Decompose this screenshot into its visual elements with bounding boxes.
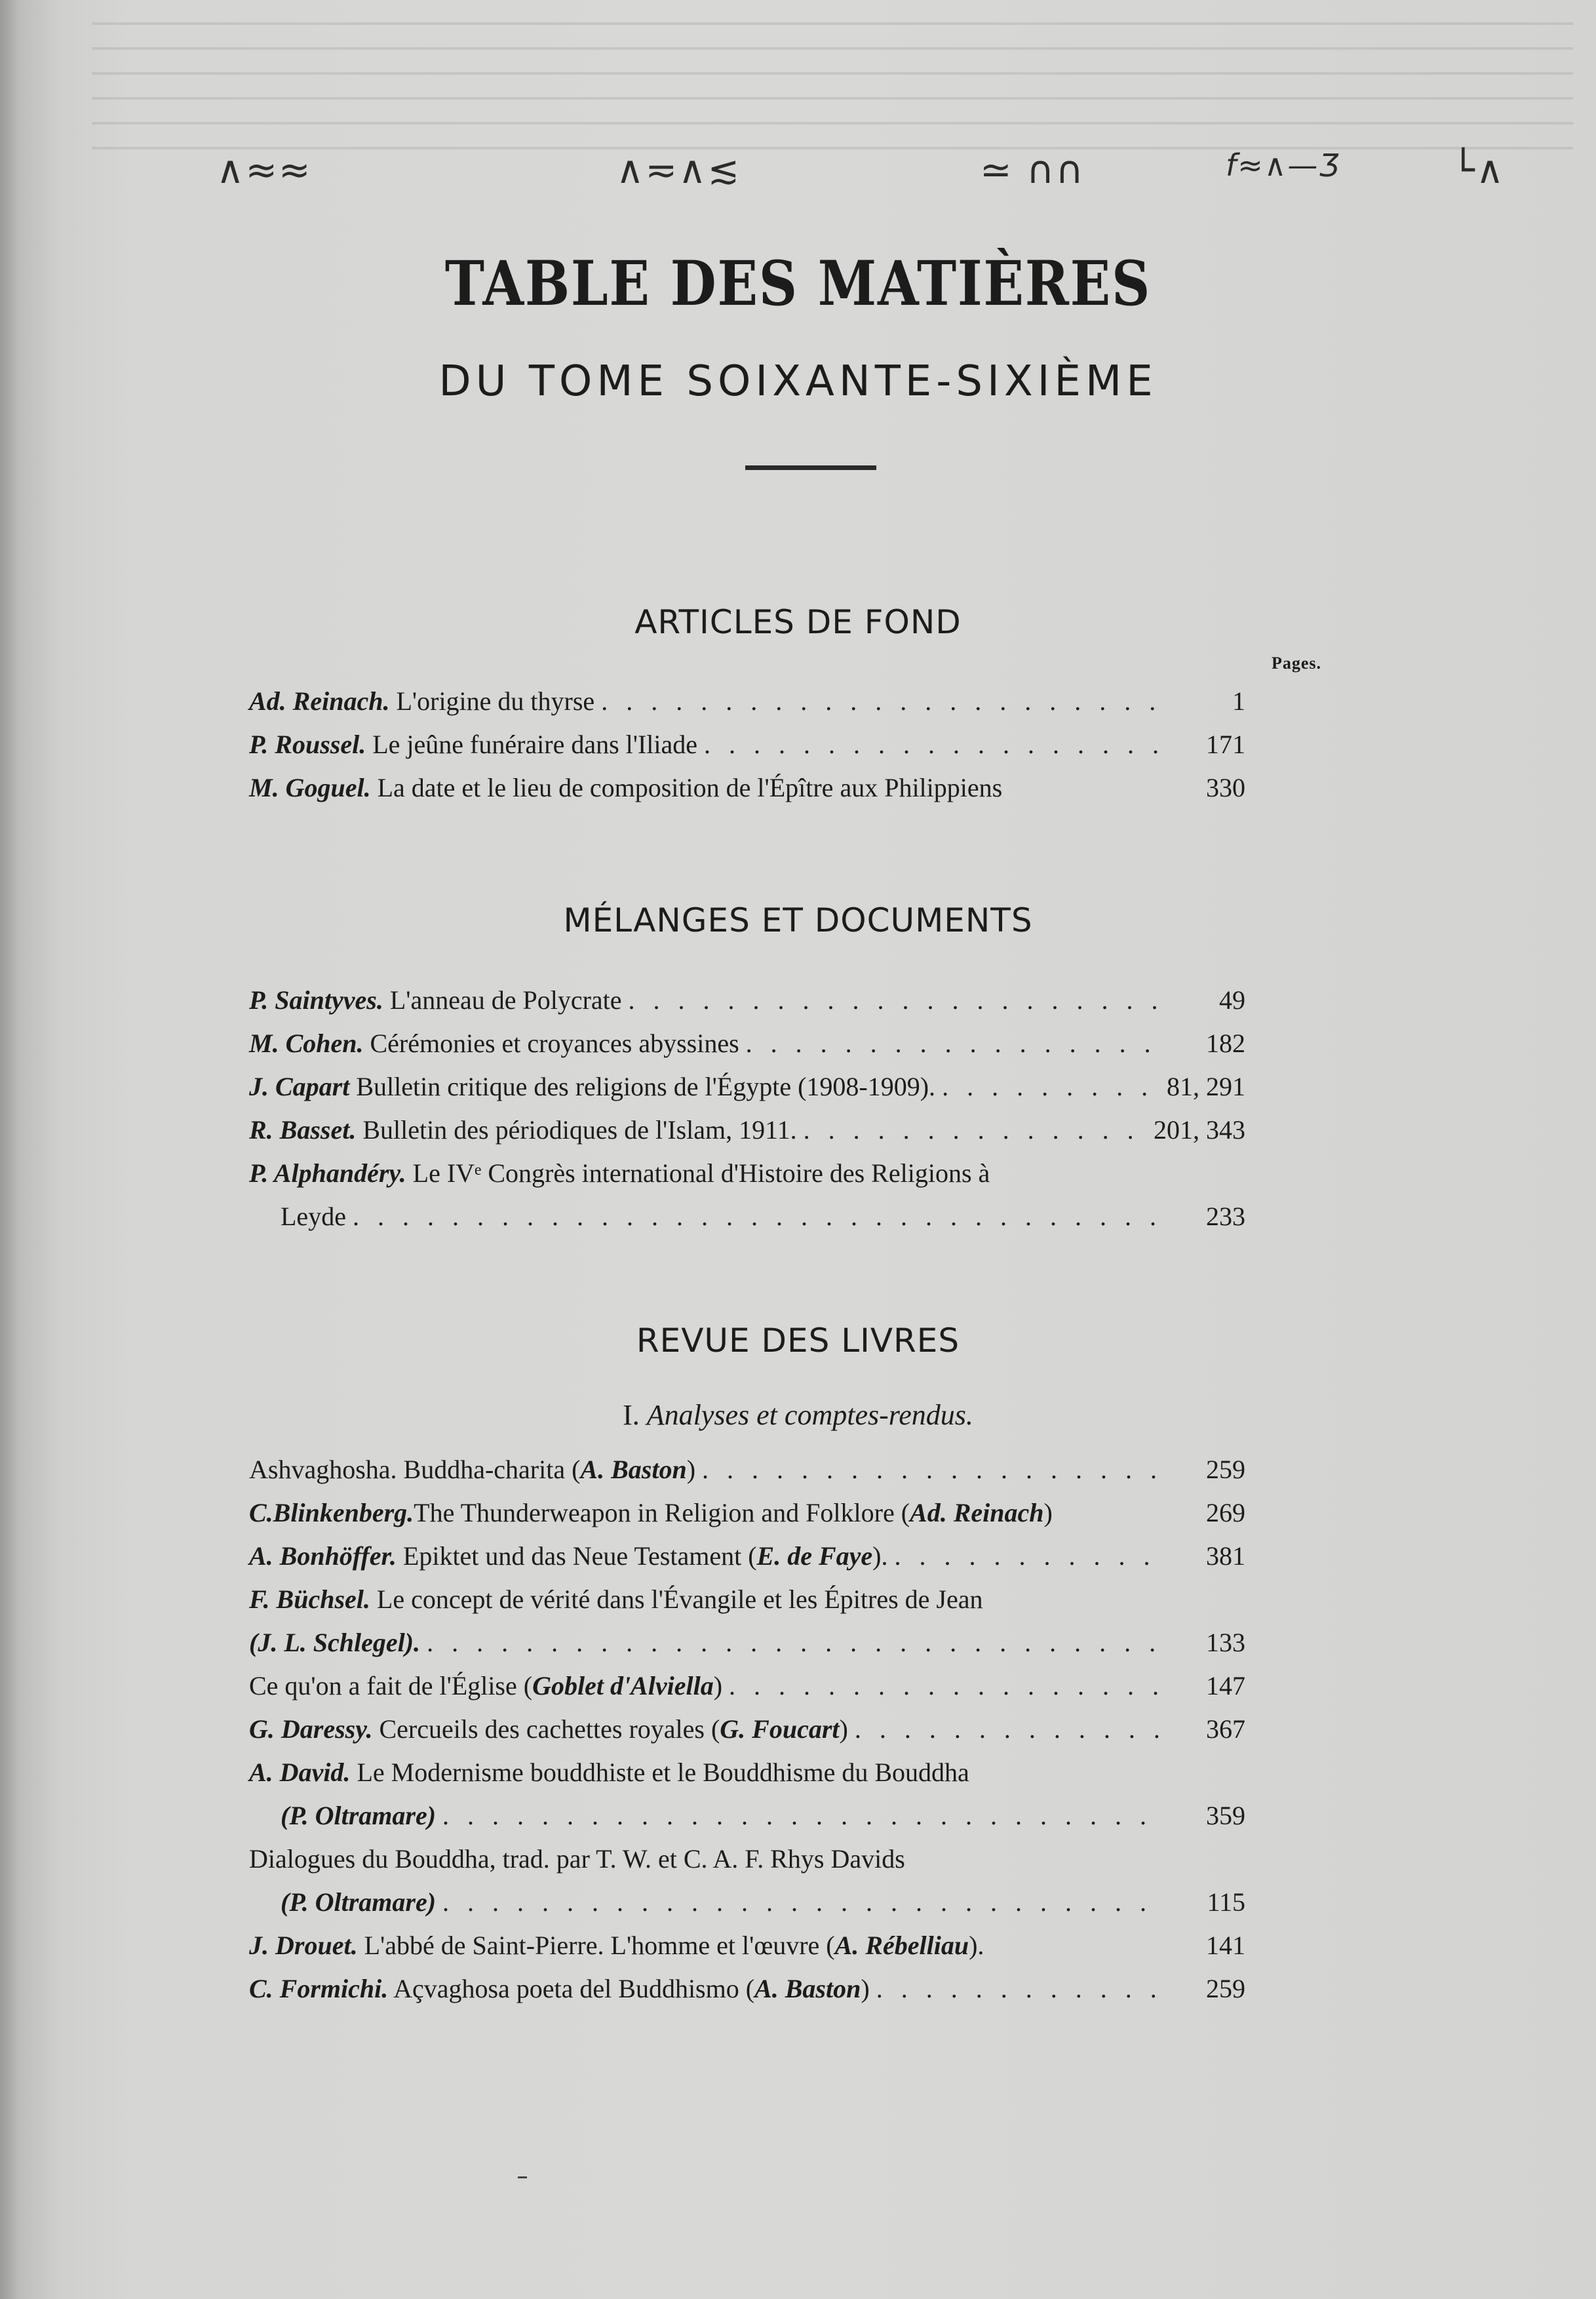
entry-page: 259 <box>1206 1455 1245 1484</box>
entry-page: 233 <box>1206 1202 1245 1231</box>
entry-author: P. Alphandéry. <box>249 1158 406 1188</box>
toc-entry <box>249 1448 1245 1491</box>
entry-author: M. Goguel. <box>249 773 371 802</box>
entry-title: Le Modernisme bouddhiste et le Bouddhisme du Bouddha <box>357 1758 969 1787</box>
pages-label: Pages. <box>1272 654 1322 673</box>
entry-author: M. Cohen. <box>249 1029 364 1058</box>
toc-entry <box>249 1924 1245 1967</box>
handwritten-mark: ∧≂∧≲ <box>616 147 741 192</box>
entry-title: The Thunderweapon in Religion and Folklore ( <box>414 1498 910 1527</box>
entry-title: Açvaghosa poeta del Buddhismo ( <box>393 1974 755 2003</box>
entry-title-tail: ) <box>686 1455 696 1484</box>
handwritten-mark: ≃ ∩∩ <box>980 147 1085 192</box>
handwritten-mark: f≈∧—Ʒ <box>1226 147 1341 183</box>
entry-page: 147 <box>1206 1671 1245 1700</box>
toc-entry <box>249 680 1245 723</box>
toc-entry <box>249 1065 1245 1109</box>
entry-title: Bulletin des périodiques de l'Islam, 1911. <box>362 1115 797 1145</box>
entry-title: L'anneau de Polycrate <box>389 985 622 1015</box>
entry-title: L'origine du thyrse <box>396 686 595 716</box>
entry-title: L'abbé de Saint-Pierre. L'homme et l'œuvre ( <box>364 1931 835 1960</box>
entry-author: C.Blinkenberg. <box>249 1498 414 1527</box>
section-heading-articles: ARTICLES DE FOND <box>634 603 962 641</box>
entry-reviewer: G. Foucart <box>720 1714 840 1744</box>
toc-entry <box>249 766 1245 810</box>
entry-title: Epiktet und das Neue Testament ( <box>402 1541 757 1571</box>
entry-reviewer: A. Baston <box>580 1455 687 1484</box>
entry-author: C. Formichi. <box>249 1974 389 2003</box>
entry-author: J. Capart <box>249 1072 350 1101</box>
entry-page: 269 <box>1206 1498 1245 1527</box>
entry-continuation: Leyde <box>281 1202 346 1231</box>
entry-title-tail: ). <box>969 1931 984 1960</box>
entry-page: 381 <box>1206 1541 1245 1571</box>
entry-reviewer: E. de Faye <box>756 1541 873 1571</box>
entry-page: 49 <box>1219 985 1245 1015</box>
entry-page: 367 <box>1206 1714 1245 1744</box>
section-heading-melanges: MÉLANGES ET DOCUMENTS <box>563 901 1033 939</box>
subsection-number: I. <box>623 1399 640 1431</box>
entry-title: Le jeûne funéraire dans l'Iliade <box>372 730 698 759</box>
entry-title-tail: ) <box>713 1671 723 1700</box>
section-heading-revue: REVUE DES LIVRES <box>636 1322 960 1360</box>
entry-page: 1 <box>1232 686 1245 716</box>
toc-entry <box>249 1664 1245 1708</box>
entry-author: G. Daressy. <box>249 1714 373 1744</box>
entry-reviewer: Goblet d'Alviella <box>532 1671 714 1700</box>
toc-entry <box>249 979 1245 1022</box>
entry-title-tail: ) <box>861 1974 870 2003</box>
title-rule <box>745 465 876 470</box>
entry-title: La date et le lieu de composition de l'Épître aux Philippiens <box>377 773 1003 802</box>
toc-entry <box>249 1535 1245 1578</box>
entry-page: 141 <box>1206 1931 1245 1960</box>
entry-page: 201, 343 <box>1154 1115 1245 1145</box>
entry-title: Cercueils des cachettes royales ( <box>379 1714 720 1744</box>
entry-title: Ashvaghosha. Buddha-charita ( <box>249 1455 581 1484</box>
entry-author: J. Drouet. <box>249 1931 358 1960</box>
entry-title: Dialogues du Bouddha, trad. par T. W. et C. A. F. Rhys Davids <box>249 1844 905 1874</box>
entry-author: A. David. <box>249 1758 351 1787</box>
entry-author: A. Bonhöffer. <box>249 1541 397 1571</box>
entry-page: 182 <box>1206 1029 1245 1058</box>
entry-title: Ce qu'on a fait de l'Église ( <box>249 1671 533 1700</box>
entry-continuation: (P. Oltramare) <box>281 1887 437 1917</box>
entry-page: 81, 291 <box>1167 1072 1245 1101</box>
entry-title-tail: ) <box>839 1714 848 1744</box>
toc-entry <box>249 1022 1245 1065</box>
page-subtitle: DU TOME SOIXANTE-SIXIÈME <box>438 357 1158 406</box>
toc-entry <box>249 1491 1245 1535</box>
entry-title: Le concept de vérité dans l'Évangile et les Épitres de Jean <box>376 1584 983 1614</box>
toc-entry <box>249 723 1245 766</box>
toc-entry <box>249 1751 1245 1837</box>
entry-title: Bulletin critique des religions de l'Égypte (1908-1909). <box>356 1072 936 1101</box>
toc-entry <box>249 1578 1245 1664</box>
entry-continuation: (P. Oltramare) <box>281 1801 437 1830</box>
entry-title: Le IVᵉ Congrès international d'Histoire des Religions à <box>412 1158 990 1188</box>
bleed-through-text <box>92 0 1573 170</box>
entry-page: 133 <box>1206 1628 1245 1657</box>
entry-page: 115 <box>1207 1887 1245 1917</box>
toc-entry <box>249 1708 1245 1751</box>
toc-entry <box>249 1109 1245 1152</box>
page-mark <box>518 2176 527 2178</box>
page-title: TABLE DES MATIÈRES <box>444 248 1152 320</box>
entry-author: F. Büchsel. <box>249 1584 370 1614</box>
subsection-title: Analyses et comptes-rendus. <box>646 1399 973 1431</box>
entry-page: 259 <box>1206 1974 1245 2003</box>
handwritten-mark: └∧ <box>1452 147 1506 192</box>
entry-author: Ad. Reinach. <box>249 686 390 716</box>
entry-title-tail: ). <box>872 1541 888 1571</box>
entry-author: P. Roussel. <box>249 730 366 759</box>
entry-reviewer: Ad. Reinach <box>910 1498 1044 1527</box>
entry-page: 359 <box>1206 1801 1245 1830</box>
toc-entry <box>249 1152 1245 1238</box>
subsection-heading <box>0 1398 1596 1432</box>
handwritten-mark: ∧≈≈ <box>216 147 312 192</box>
toc-entry <box>249 1837 1245 1924</box>
entry-page: 330 <box>1206 773 1245 802</box>
entry-author: R. Basset. <box>249 1115 357 1145</box>
entry-continuation: (J. L. Schlegel). <box>249 1628 421 1657</box>
entry-reviewer: A. Baston <box>754 1974 861 2003</box>
entry-author: P. Saintyves. <box>249 985 383 1015</box>
entry-reviewer: A. Rébelliau <box>834 1931 969 1960</box>
toc-entry <box>249 1967 1245 2011</box>
entry-title-tail: ) <box>1043 1498 1053 1527</box>
entry-page: 171 <box>1206 730 1245 759</box>
entry-title: Cérémonies et croyances abyssines <box>370 1029 739 1058</box>
